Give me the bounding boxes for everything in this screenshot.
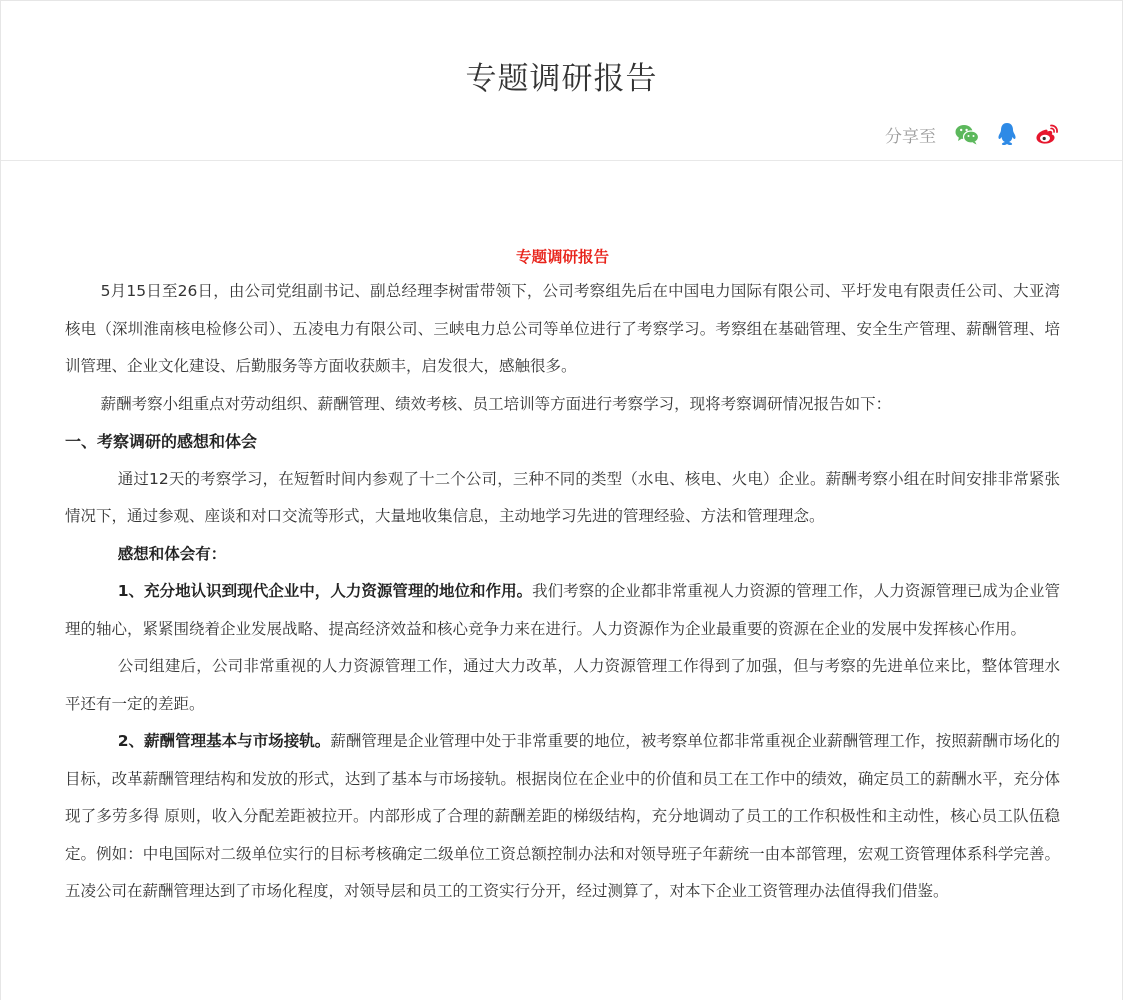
- point-1-heading: 1、充分地认识到现代企业中，人力资源管理的地位和作用。: [117, 582, 533, 600]
- point-2-text: 薪酬管理是企业管理中处于非常重要的地位，被考察单位都非常重视企业薪酬管理工作，按照薪酬市场化的目标，改革薪酬管理结构和发放的形式，达到了基本与市场接轨。根据岗位在企业中的价值和员工在工作中的绩效，确定员工的薪酬水平，充分体现了多劳多得 原则，收入分配差距被拉开。内部形成了合理的薪酬差距的梯级结构，充分地调动了员工的工作积极性和主动性，核心员工队伍稳定。例如：中电国际对二级单位实行的目标考核确定二级单位工资总额控制办法和对领导班子年薪统一由本部管理，宏观工资管理体系科学完善。五凌公司在薪酬管理达到了市场化程度，对领导层和员工的工资实行分开，经过测算了，对本下企业工资管理办法值得我们借鉴。: [65, 732, 1060, 900]
- article-body: [65, 241, 1060, 911]
- point-2-heading: 2、薪酬管理基本与市场接轨。: [117, 732, 331, 750]
- paragraph-point-1: [65, 573, 1060, 648]
- wechat-icon[interactable]: [954, 121, 980, 147]
- qq-icon[interactable]: [994, 121, 1020, 147]
- paragraph-visit: 通过12天的考察学习，在短暂时间内参观了十二个公司，三种不同的类型（水电、核电、火电）企业。薪酬考察小组在时间安排非常紧张情况下，通过参观、座谈和对口交流等形式，大量地收集信息，主动地学习先进的管理经验、方法和管理理念。: [65, 469, 1060, 525]
- paragraph-impressions-label: 感想和体会有：: [117, 544, 227, 563]
- document-title: 专题调研报告: [515, 248, 609, 266]
- share-bar: [885, 121, 1060, 147]
- weibo-icon[interactable]: [1034, 121, 1060, 147]
- paragraph-summary: 薪酬考察小组重点对劳动组织、薪酬管理、绩效考核、员工培训等方面进行考察学习，现将考察调研情况报告如下：: [100, 394, 892, 413]
- point-1-text: 我们考察的企业都非常重视人力资源的管理工作，人力资源管理已成为企业管理的轴心，紧紧围绕着企业发展战略、提高经济效益和核心竞争力来在进行。人力资源作为企业最重要的资源在企业的发展中发挥核心作用。: [65, 582, 1060, 638]
- section-heading: 一、考察调研的感想和体会: [65, 432, 258, 451]
- article-header: [1, 1, 1122, 161]
- paragraph-intro: 5月15日至26日，由公司党组副书记、副总经理李树雷带领下，公司考察组先后在中国电力国际有限公司、平圩发电有限责任公司、大亚湾核电（深圳淮南核电检修公司）、五凌电力有限公司、三峡电力总公司等单位进行了考察学习。考察组在基础管理、安全生产管理、薪酬管理、培训管理、企业文化建设、后勤服务等方面收获颇丰，启发很大，感触很多。: [65, 282, 1060, 375]
- share-label: 分享至: [885, 126, 936, 147]
- page-title: 专题调研报告: [465, 61, 658, 97]
- paragraph-company: 公司组建后，公司非常重视的人力资源管理工作，通过大力改革，人力资源管理工作得到了加强，但与考察的先进单位来比，整体管理水平还有一定的差距。: [65, 657, 1060, 713]
- paragraph-point-2: [65, 723, 1060, 911]
